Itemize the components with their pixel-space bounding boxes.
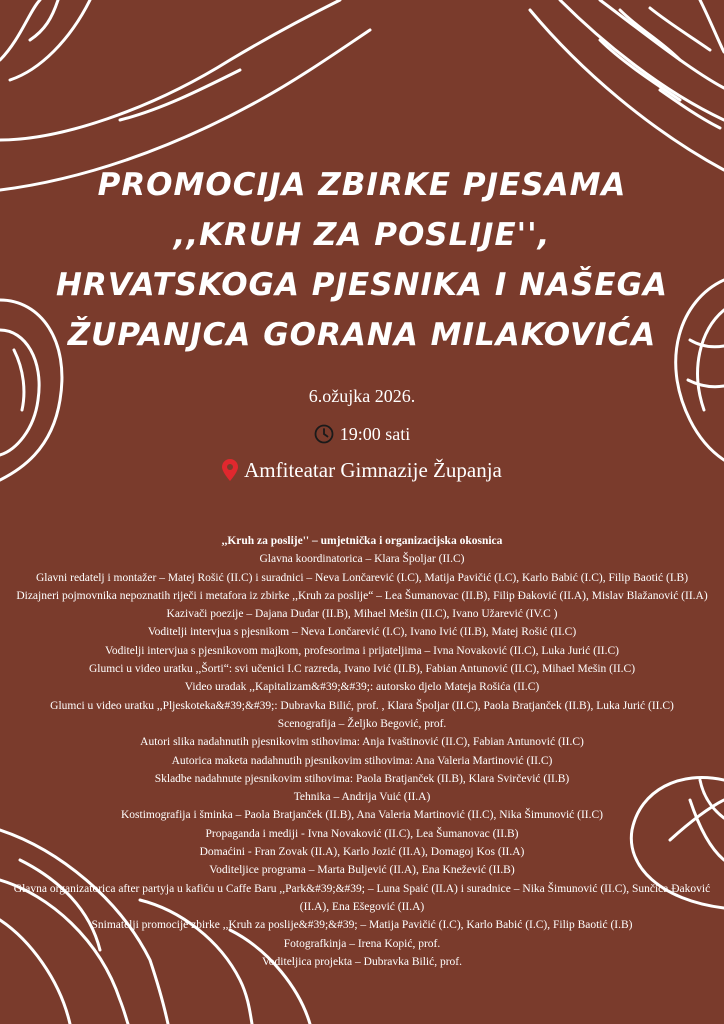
event-time: 19:00 sati — [339, 424, 411, 444]
credit-line: Glumci u video uratku ,,Šorti“: svi učenici I.C razreda, Ivano Ivić (II.B), Fabian Antunović (II.C), Mihael Mešin (II.C) — [88, 663, 636, 676]
credit-line: Video uradak ,,Kapitalizam&#39;&#39;: autorsko djelo Mateja Rošića (II.C) — [184, 681, 540, 694]
credit-line: Propaganda i mediji - Ivna Novaković (II.C), Lea Šumanovac (II.B) — [205, 827, 519, 840]
credit-line: Glavni redatelj i montažer – Matej Rošić (II.C) i suradnici – Neva Lončarević (I.C), Matija Pavičić (I.C), Karlo Babić (I.C), Filip Baotić (I.B) — [35, 571, 689, 584]
credit-line: Autori slika nadahnutih pjesnikovim stihovima: Anja Ivaštinović (II.C), Fabian Antunović (II.C) — [140, 736, 584, 749]
clock-icon — [314, 424, 334, 444]
credit-line: Voditelji intervjua s pjesnikovom majkom, profesorima i prijateljima – Ivna Novaković (II.C), Luka Jurić (II.C) — [105, 644, 619, 657]
event-time-row — [0, 424, 724, 445]
credit-line: Scenografija – Željko Begović, prof. — [277, 717, 447, 730]
credit-line: Domaćini - Fran Zovak (II.A), Karlo Jozić (II.A), Domagoj Kos (II.A) — [199, 846, 525, 859]
title-line: PROMOCIJA ZBIRKE PJESAMA — [97, 167, 627, 203]
credits-list — [8, 532, 716, 971]
credit-line: Voditelji intervjua s pjesnikom – Neva Lončarević (I.C), Ivano Ivić (II.B), Matej Rošić (II.C) — [147, 626, 577, 639]
event-date: 6.ožujka 2026. — [308, 386, 416, 406]
credit-line: Snimatelji promocije zbirke ,,Kruh za poslije&#39;&#39; – Matija Pavičić (I.C), Karlo Babić (I.C), Filip Baotić (I.B) — [91, 919, 633, 932]
credit-line: Skladbe nadahnute pjesnikovim stihovima: Paola Bratjanček (II.B), Klara Svirčević (II.B) — [154, 772, 570, 785]
credit-line: Tehnika – Andrija Vuić (II.A) — [293, 791, 431, 804]
title-line: ŽUPANJCA GORANA MILAKOVIĆA — [67, 317, 657, 353]
credit-line: Voditeljice programa – Marta Buljević (II.A), Ena Knežević (II.B) — [209, 864, 515, 877]
credit-line: Dizajneri pojmovnika nepoznatih riječi i metafora iz zbirke ,,Kruh za poslije“ – Lea Šumanovac (II.B), Filip Đaković (II.A), Mislav Blažanović (II.A) — [16, 589, 708, 602]
credits-heading: ,,Kruh za poslije'' – umjetnička i organizacijska okosnica — [221, 535, 503, 547]
credit-line: Kostimografija i šminka – Paola Bratjanček (II.B), Ana Valeria Martinović (II.C), Nika Šimunović (II.C) — [120, 809, 604, 822]
credit-line: Voditeljica projekta – Dubravka Bilić, prof. — [261, 955, 463, 968]
credit-line: Glavna organizatorica after partyja u kafiću u Caffe Baru ,,Park&#39;&#39; – Luna Spaić (II.A) i suradnice – Nika Šimunović (II.C), Sunčica Đaković (II.A), Ena Ešegović (II.A) — [13, 882, 711, 913]
location-pin-icon — [222, 459, 238, 481]
event-place: Amfiteatar Gimnazije Županja — [244, 458, 502, 482]
page-title — [0, 160, 724, 360]
credit-line: Fotografkinja – Irena Kopić, prof. — [283, 937, 441, 950]
event-place-row — [0, 458, 724, 483]
credit-line: Glavna koordinatorica – Klara Špoljar (II.C) — [259, 553, 465, 566]
title-line: HRVATSKOGA PJESNIKA I NAŠEGA — [55, 267, 669, 303]
credit-line: Autorica maketa nadahnutih pjesnikovim stihovima: Ana Valeria Martinović (II.C) — [171, 754, 553, 767]
credit-line: Glumci u video uratku ,,Pljeskoteka&#39;&#39;: Dubravka Bilić, prof. , Klara Špoljar (II.C), Paola Bratjanček (II.B), Luka Jurić (II.C) — [50, 699, 674, 712]
credit-line: Kazivači poezije – Dajana Dudar (II.B), Mihael Mešin (II.C), Ivano Užarević (IV.C ) — [166, 608, 558, 621]
title-line: ,,KRUH ZA POSLIJE'', — [173, 217, 551, 253]
